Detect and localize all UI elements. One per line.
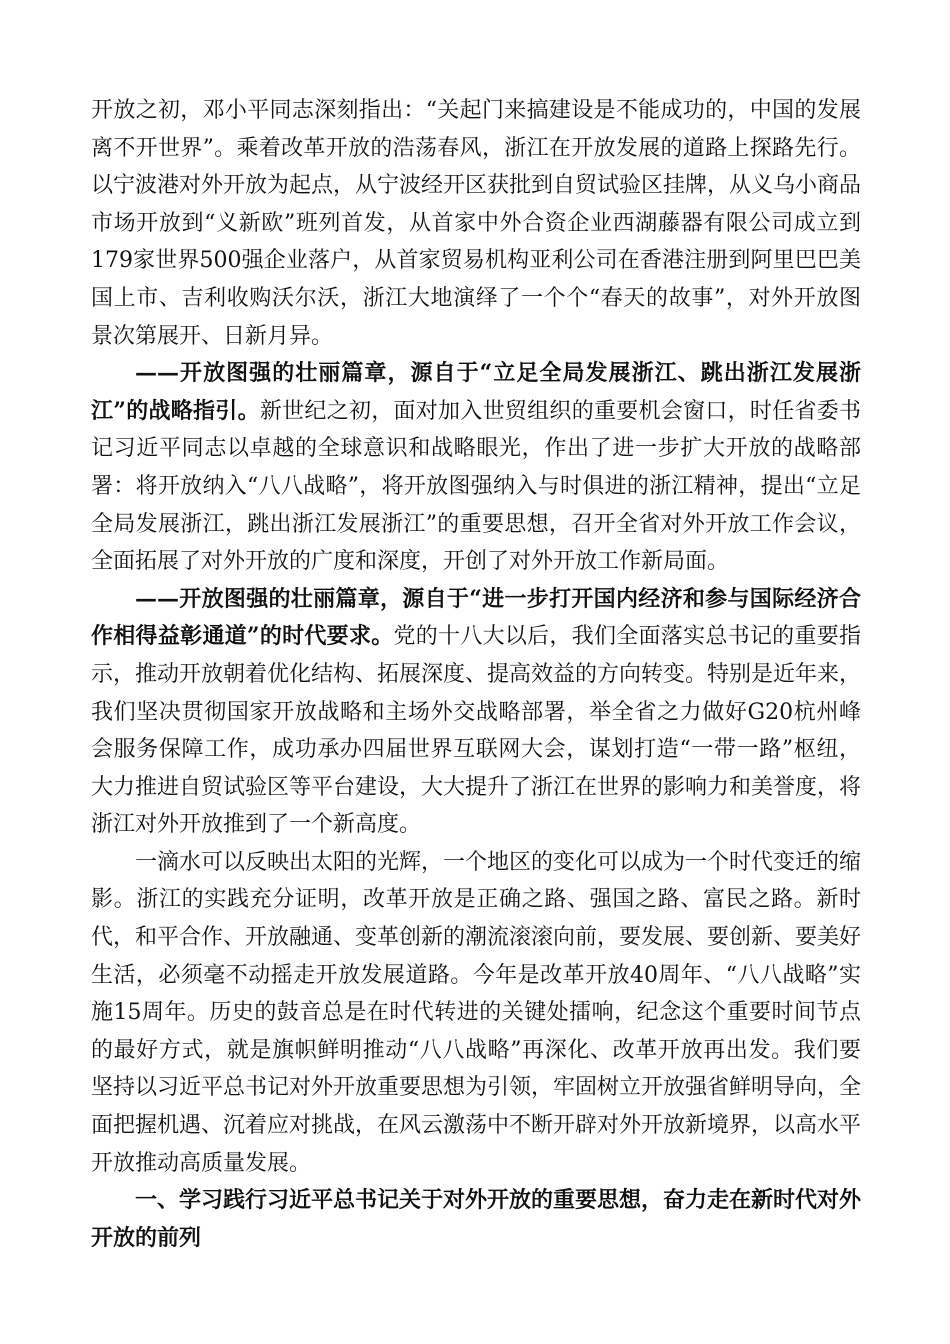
paragraph-1 — [91, 92, 861, 355]
paragraph-3 — [91, 581, 861, 844]
paragraph-text: 一滴水可以反映出太阳的光辉，一个地区的变化可以成为一个时代变迁的缩影。浙江的实践充分证明，改革开放是正确之路、强国之路、富民之路。新时代，和平合作、开放融通、变革创新的潮流滚滚向前，要发展、要创新、要美好生活，必须毫不动摇走开放发展道路。今年是改革开放40周年、“八八战略”实施15周年。历史的鼓音总是在时代转进的关键处擂响，纪念这个重要时间节点的最好方式，就是旗帜鲜明推动“八八战略”再深化、改革开放再出发。我们要坚持以习近平总书记对外开放重要思想为引领，牢固树立开放强省鲜明导向，全面把握机遇、沉着应对挑战，在风云激荡中不断开辟对外开放新境界，以高水平开放推动高质量发展。 — [91, 849, 862, 1176]
paragraph-text: 开放之初，邓小平同志深刻指出：“关起门来搞建设是不能成功的，中国的发展离不开世界”。乘着改革开放的浩荡春风，浙江在开放发展的道路上探路先行。以宁波港对外开放为起点，从宁波经开区获批到自贸试验区挂牌，从义乌小商品市场开放到“义新欧”班列首发，从首家中外合资企业西湖藤器有限公司成立到179家世界500强企业落户，从首家贸易机构亚利公司在香港注册到阿里巴巴美国上市、吉利收购沃尔沃，浙江大地演绎了一个个“春天的故事”，对外开放图景次第展开、日新月异。 — [91, 98, 862, 349]
paragraph-2 — [91, 355, 861, 581]
paragraph-text: 党的十八大以后，我们全面落实总书记的重要指示，推动开放朝着优化结构、拓展深度、提高效益的方向转变。特别是近年来，我们坚决贯彻国家开放战略和主场外交战略部署，举全省之力做好G20杭州峰会服务保障工作，成功承办四届世界互联网大会，谋划打造“一带一路”枢纽，大力推进自贸试验区等平台建设，大大提升了浙江在世界的影响力和美誉度，将浙江对外开放推到了一个新高度。 — [91, 624, 862, 838]
paragraph-lead: ——开放图强的壮丽篇章，源自于“进一步打开国内经济和参与国际经济合作相得益彰通道”的时代要求。 — [91, 585, 861, 650]
paragraph-lead: ——开放图强的壮丽篇章，源自于“立足全局发展浙江、跳出浙江发展浙江”的战略指引。 — [91, 360, 861, 424]
paragraph-text: 新世纪之初，面对加入世贸组织的重要机会窗口，时任省委书记习近平同志以卓越的全球意识和战略眼光，作出了进一步扩大开放的战略部署：将开放纳入“八八战略”，将开放图强纳入与时俱进的浙江精神，提出“立足全局发展浙江，跳出浙江发展浙江”的重要思想，召开全省对外开放工作会议，全面拓展了对外开放的广度和深度，开创了对外开放工作新局面。 — [91, 398, 861, 575]
section-heading: 一、学习践行习近平总书记关于对外开放的重要思想，奋力走在新时代对外开放的前列 — [91, 1187, 862, 1251]
document-body — [91, 92, 861, 1257]
paragraph-4 — [91, 844, 861, 1182]
